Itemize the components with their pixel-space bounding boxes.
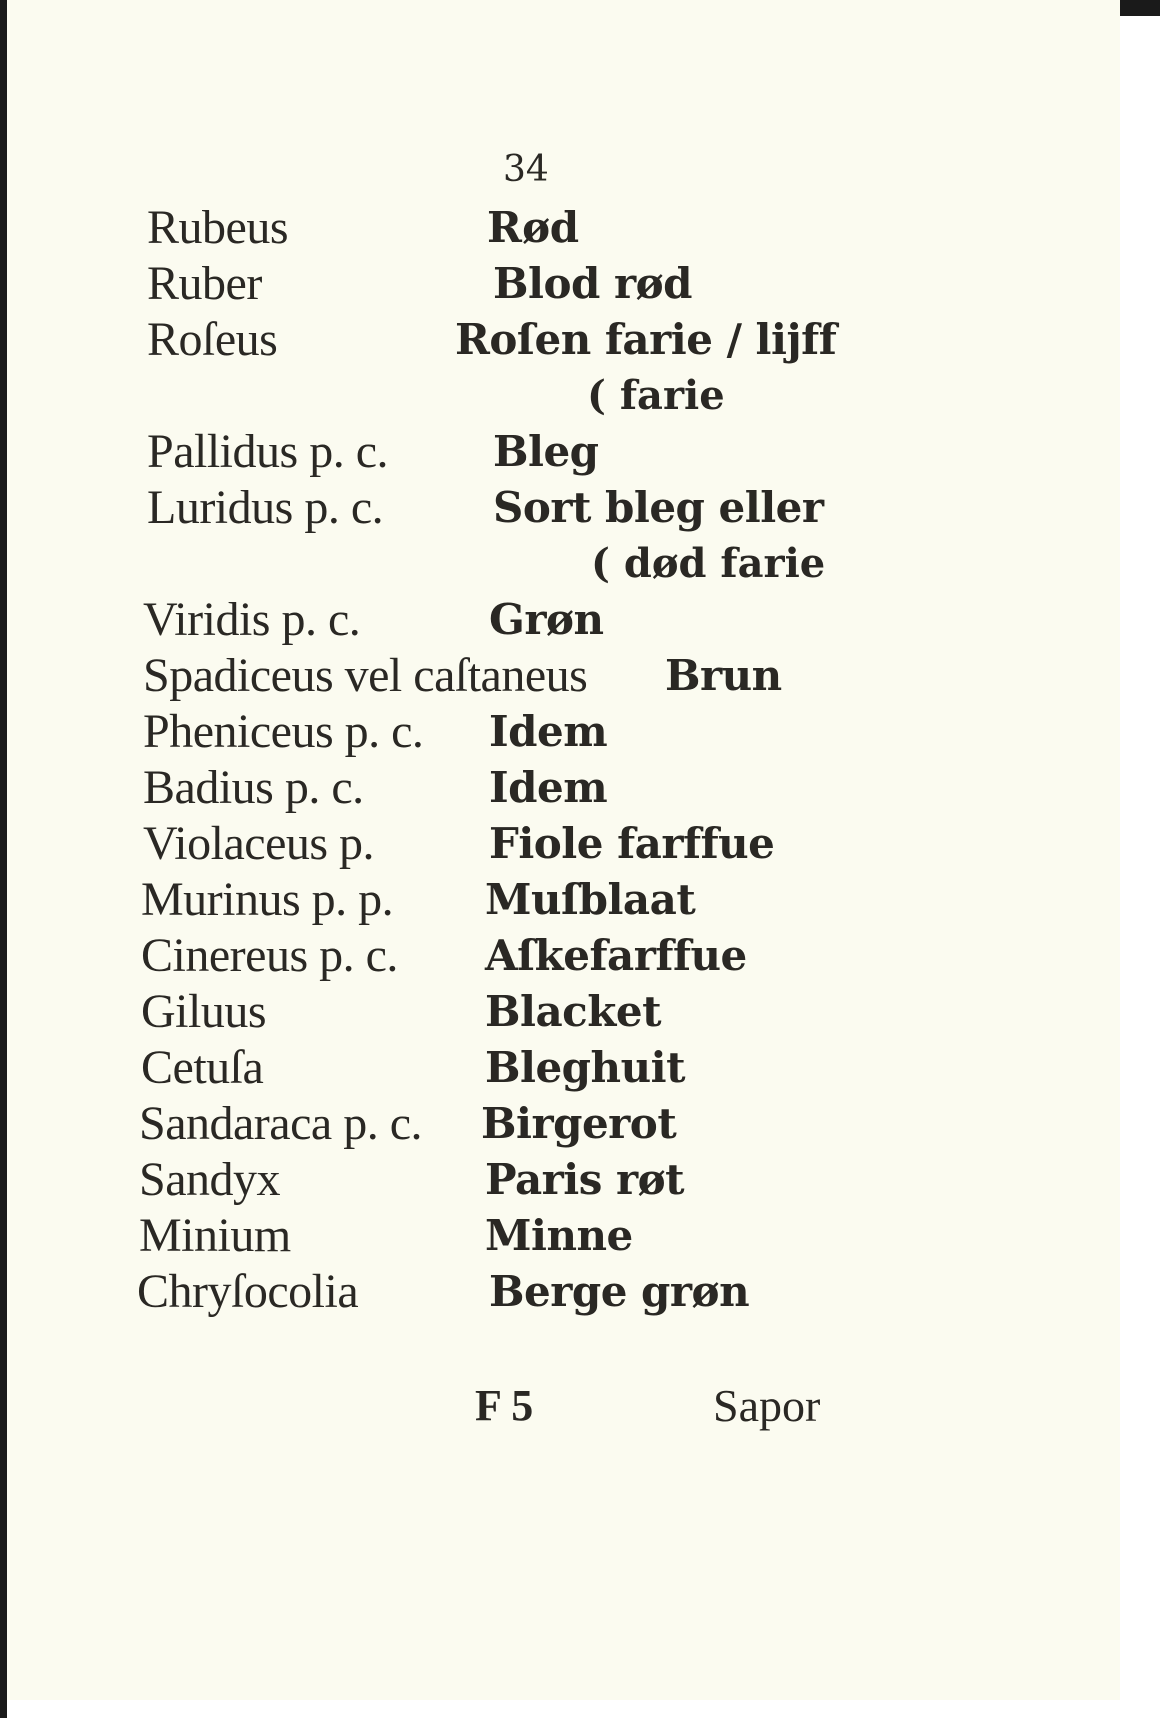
latin-term: Giluus — [141, 985, 267, 1038]
latin-term: Badius p. c. — [143, 761, 364, 814]
danish-term: Brun — [665, 651, 782, 700]
danish-term: Bleghuit — [485, 1043, 685, 1092]
latin-term: Luridus p. c. — [147, 481, 384, 534]
signature-mark: F 5 — [475, 1381, 534, 1430]
danish-continuation: ( farie — [587, 372, 725, 419]
latin-term: Ruber — [147, 257, 262, 310]
danish-term: Muſblaat — [485, 875, 696, 924]
latin-term: Sandyx — [139, 1153, 280, 1206]
danish-term: Berge grøn — [489, 1267, 750, 1316]
latin-term: Cetuſa — [141, 1041, 264, 1094]
latin-term: Viridis p. c. — [143, 593, 361, 646]
latin-term: Cinereus p. c. — [141, 929, 398, 982]
latin-term: Chryſocolia — [137, 1265, 359, 1318]
latin-term: Pheniceus p. c. — [143, 705, 424, 758]
danish-term: Aſkefarffue — [485, 931, 747, 980]
catchword: Sapor — [713, 1380, 821, 1431]
scan-edge-mark — [1118, 0, 1160, 16]
page-number: 34 — [503, 149, 549, 190]
danish-term: Blacket — [485, 987, 661, 1036]
danish-term: Blod rød — [493, 259, 692, 308]
latin-term: Minium — [139, 1209, 291, 1262]
danish-term: Grøn — [489, 595, 604, 644]
danish-term: Roſen farie / lijff — [455, 315, 837, 364]
latin-term: Spadiceus vel caſtaneus — [143, 649, 588, 702]
danish-term: Sort bleg eller — [493, 483, 824, 532]
danish-term: Paris røt — [485, 1155, 685, 1204]
latin-term: Rubeus — [147, 201, 288, 254]
danish-term: Rød — [487, 203, 579, 252]
latin-term: Roſeus — [147, 313, 278, 366]
latin-term: Violaceus p. — [143, 817, 375, 870]
latin-term: Sandaraca p. c. — [139, 1097, 423, 1150]
danish-term: Fiole farffue — [489, 819, 775, 868]
danish-term: Bleg — [493, 427, 599, 476]
latin-term: Pallidus p. c. — [147, 425, 388, 478]
danish-continuation: ( død farie — [591, 540, 826, 587]
page-sheet — [7, 0, 1120, 1700]
danish-term: Minne — [485, 1211, 633, 1260]
scan-edge-left — [0, 0, 7, 1718]
latin-term: Murinus p. p. — [141, 873, 394, 926]
danish-term: Idem — [489, 707, 608, 756]
danish-term: Idem — [489, 763, 608, 812]
danish-term: Birgerot — [481, 1099, 677, 1148]
